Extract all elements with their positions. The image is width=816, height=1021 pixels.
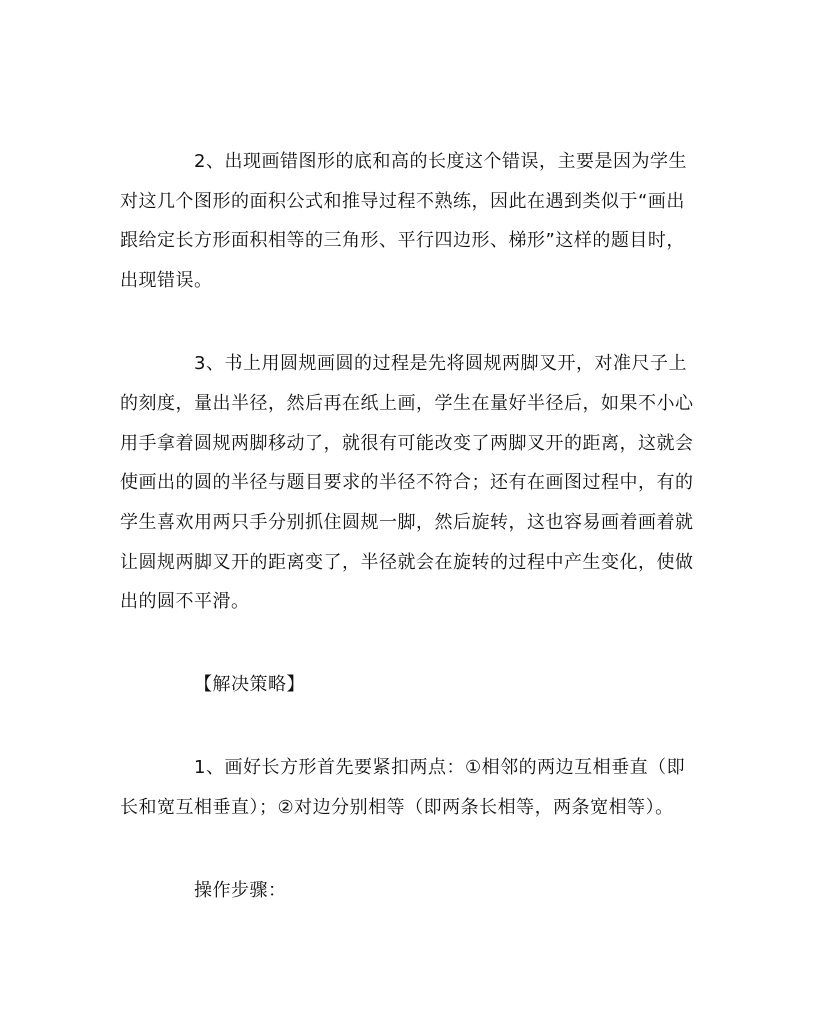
para2-line-2: 对这几个图形的面积公式和推导过程不熟练，因此在遇到类似于“画出 [120,191,685,212]
para3-line-5: 学生喜欢用两只手分别抓住圆规一脚，然后旋转，这也容易画着画着就 [120,512,694,533]
para3-line-4: 使画出的圆的半径与题目要求的半径不符合；还有在画图过程中，有的 [120,472,694,493]
section-heading: 【解决策略】 [194,674,305,695]
para3-line-2: 的刻度，量出半径，然后再在纸上画，学生在量好半径后，如果不小心 [120,393,694,414]
steps-label: 操作步骤： [194,880,287,901]
para3-line-3: 用手拿着圆规两脚移动了，就很有可能改变了两脚叉开的距离，这就会 [120,433,694,454]
para4-line-1: 1、画好长方形首先要紧扣两点：①相邻的两边互相垂直（即 [194,757,686,778]
para3-line-7: 出的圆不平滑。 [120,591,250,612]
para3-line-1: 3、书上用圆规画圆的过程是先将圆规两脚叉开，对准尺子上 [194,353,687,374]
para2-line-4: 出现错误。 [120,270,213,291]
para2-line-3: 跟给定长方形面积相等的三角形、平行四边形、梯形”这样的题目时， [120,230,685,251]
para3-line-6: 让圆规两脚叉开的距离变了，半径就会在旋转的过程中产生变化，使做 [120,552,694,573]
para2-line-1: 2、出现画错图形的底和高的长度这个错误，主要是因为学生 [194,151,687,172]
para4-line-2: 长和宽互相垂直）；②对边分别相等（即两条长相等，两条宽相等）。 [120,797,674,818]
